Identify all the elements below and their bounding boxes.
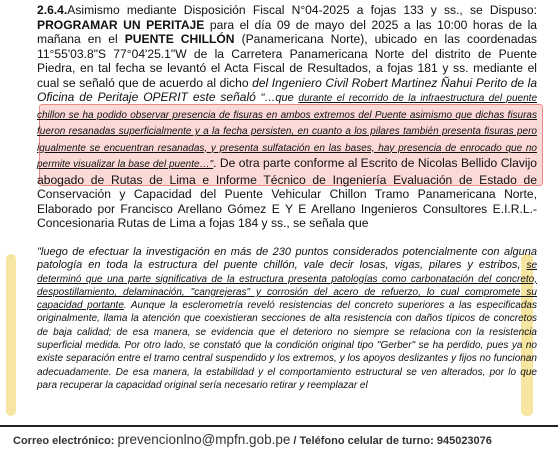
paragraph-2-6-4: [37, 3, 537, 231]
left-margin-highlight: [6, 254, 16, 416]
email-link[interactable]: prevencionlno@mpfn.gob.pe: [117, 432, 291, 447]
p1-text-4: . De otra parte conforme al Escrito de Nicolas Bellido Clavijo abogado de Rutas de Lima e Informe Técnico de Ingeniería Evaluación de Estado de Conservación y Capacidad del Puente Vehicular Chillon Tramo Panamericana Norte, Elaborado por Francisco Arellano Gómez E Y E Arellano Ingenieros Consultores E.I.R.L.-Concesionaria Rutas de Lima a fojas 184 y ss., se señala que: [37, 156, 537, 230]
footer-divider: [0, 425, 558, 427]
p2-quote-1: "luego de efectuar la investigación en más de 230 puntos considerados potencialmente con alguna patología en toda la estructura del puente chillón, vale decir losas, vigas, pilares y estribos,: [37, 246, 537, 272]
p2-quote-underlined-1: se determinó que una parte significativa de la estructura presenta patologías como carbonatación del concreto, despostillamiento, delaminación, "cangrejeras" y corrosión del acero de refuerzo, lo cual compromete su capacidad portante: [37, 260, 537, 312]
report-quote-paragraph: [37, 246, 537, 392]
p1-italic-engineer: del Ingeniero Civil Robert Martinez Ñahui Perito de la Oficina de Peritaje OPERIT este señaló: [37, 75, 538, 104]
p1-quote-open: "…que: [255, 92, 299, 104]
p1-text-2: para el día 09 de mayo del 2025 a las 10:00 horas de la mañana en el: [37, 17, 537, 46]
p1-bold-puente: PUENTE CHILLÓN: [124, 32, 235, 46]
p1-text-3: (Panamericana Norte), ubicado en las coordenadas 11°55'03.8"S 77°04'25.1"W de la Carretera Panamericana Norte del distrito de Puente Piedra, en tal fecha se levantó el Acta Fiscal de Resultados, a fojas 181 y ss. mediante el cual se señaló que de acuerdo al dicho: [37, 32, 537, 90]
footer-contact: [13, 432, 492, 447]
phone-label: / Teléfono celular de turno:: [290, 435, 437, 447]
p1-text-1: Asimismo mediante Disposición Fiscal N°04-2025 a fojas 133 y ss., se Dispuso:: [67, 3, 537, 17]
phone-number: 945023076: [436, 435, 492, 447]
p1-quote-underlined: durante el recorrido de la infraestructura del puente chillon se ha podido observar presencia de fisuras en ambos extremos del Puente asimismo que dichas fisuras fueron resanadas superficialmente y a la fecha persisten, en cuanto a los pilares también presenta fisuras pero igualmente se encuentran resanadas, y presenta sulfatación en las bases, hay presencia de enrocado que no permite visualizar la base del puente…": [37, 93, 538, 170]
p2-quote-2: . Aunque la esclerometría reveló resistencias del concreto superiores a las especificadas originalmente, llama la atención que coexistieran secciones de alta resistencia con daños típicos de concretos de baja calidad; de esa manera, se evidencia que el deterioro no siempre se relaciona con la resistencia superficial medida. Por otro lado, se constató que la condición original tipo "Gerber" se ha perdido, pues ya no existe separación entre el tramo central suspendido y los extremos, y los apoyos deslizantes y fijos no funcionan adecuadamente. De esa manera, la estabilidad y el comportamiento estructural se ven alterados, por lo que para recuperar la capacidad original sería necesario retirar y reemplazar el: [37, 300, 537, 391]
section-number: 2.6.4.: [37, 3, 68, 17]
p1-bold-peritaje: PROGRAMAR UN PERITAJE: [37, 17, 205, 32]
email-label: Correo electrónico:: [13, 435, 118, 447]
